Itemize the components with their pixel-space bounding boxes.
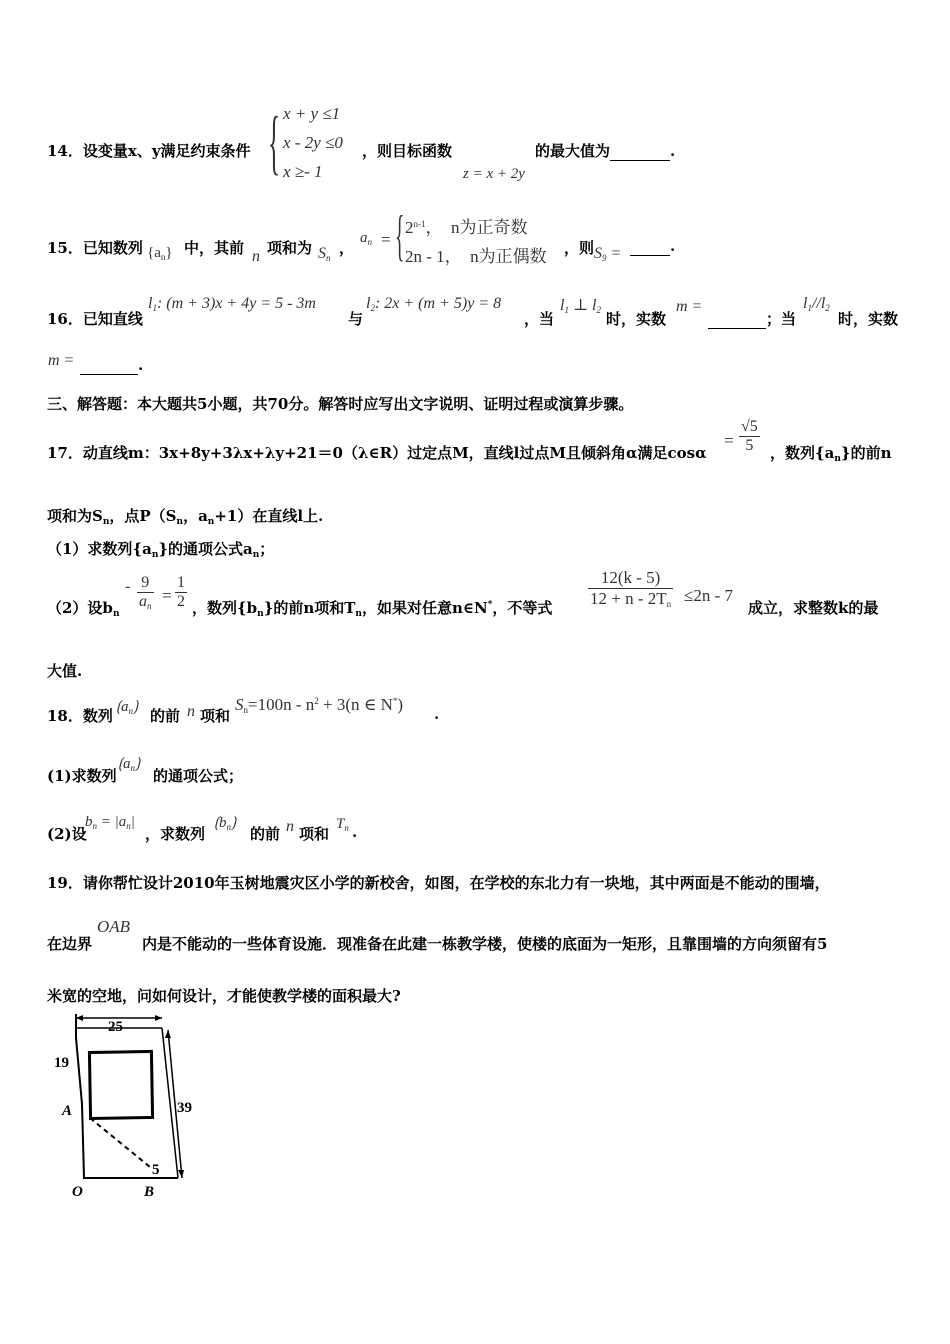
q14-label: 14．设变量x、y满足约束条件 (47, 142, 251, 160)
q16-m1: m = (676, 298, 703, 315)
q15-case-1: 2$^{n-1}$， n为正奇数 (405, 218, 528, 237)
dim-5-label: 5 (152, 1162, 160, 1178)
q18-part-1-seq: $⟮a_n⟯$ (118, 756, 140, 773)
q17-last-line: 大值. (47, 662, 83, 680)
q15-blank (630, 237, 670, 256)
q15-s9: $S_9$ = (594, 245, 622, 263)
q18-part-1: (1)求数列 (47, 767, 117, 785)
q14-constraint-3: x ≥- 1 (283, 162, 323, 181)
q18-sum-formula: $S_n=100n - n^2 + 3(n$ ∈ N*) (235, 695, 404, 715)
q15-an: $a_n$ (360, 230, 372, 247)
dim-top-label: 25 (108, 1019, 123, 1035)
q17-line-1: 17．动直线m：3x+8y+3λx+λy+21＝0（λ∈R）过定点M，直线l过点M且倾斜角α满足cosα (47, 444, 707, 462)
q15-eq: = (381, 230, 391, 249)
q14-tail-text: 的最大值为 (535, 142, 611, 160)
q19-line-2-b: 内是不能动的一些体育设施．现准备在此建一栋教学楼，使楼的底面为一矩形，且靠围墙的方向须留有5 (142, 935, 828, 953)
q14-constraint-1: x + y ≤1 (283, 104, 341, 123)
q18-bn-def: $b_n = |a_n|$ (85, 814, 135, 831)
q14-constraint-brace: { (268, 102, 281, 182)
q16-label: 16．已知直线 (47, 310, 143, 328)
dim-left-label: 19 (54, 1055, 69, 1071)
point-A: A (62, 1103, 73, 1119)
q16 (47, 308, 143, 329)
point-B: B (144, 1184, 155, 1200)
q17-eq: = (162, 586, 172, 605)
q16-t1: 时，实数 (606, 310, 667, 328)
q18-line-1: 18．数列 (47, 707, 113, 725)
q15-sequence: $\{a_n\}$ (147, 245, 173, 262)
q14-end: . (670, 142, 676, 160)
q16-t2: 时，实数 (838, 310, 899, 328)
dim-right-arrow-top (165, 1030, 171, 1038)
q15-n: n (252, 248, 260, 265)
q15-label: 15．已知数列 (47, 239, 143, 257)
q18-part-2-c: 的前 (250, 825, 281, 843)
q18-seq: $⟮a_n⟯$ (116, 699, 138, 716)
q15-case-2: 2n - 1， n为正偶数 (405, 247, 547, 266)
q18-part-2-T: $T_n$ (336, 816, 349, 833)
q15-sum: $S_n$ (318, 245, 331, 263)
dim-top-arrow-right (155, 1015, 162, 1021)
q18-line-1-b: 的前 (150, 707, 181, 725)
q16-m2: m = (48, 352, 75, 369)
q16-perp: $l_1$ ⊥ $l_2$ (560, 297, 601, 315)
q19-line-2: 在边界 (47, 935, 93, 953)
q17-line-1-end: ，数列$\{a_n\}$的前n (770, 444, 892, 464)
q16-l1: $l_1$: (m + 3)x + 4y = 5 - 3m (148, 295, 316, 313)
q15-t1: 中，其前 (184, 239, 245, 257)
q14-mid-text: ，则目标函数 (362, 142, 453, 160)
q17-part-2-b: ，数列$\{b_n\}$的前n项和$T_n$，如果对任意n∈N*，不等式 (192, 599, 553, 619)
point-O: O (72, 1184, 83, 1200)
q14-mid (362, 140, 452, 161)
q15-answer: . (630, 237, 675, 256)
q14 (47, 140, 251, 161)
q18-part-2-d: 项和 (299, 825, 330, 843)
q19-figure (50, 1012, 220, 1206)
q14-tail (535, 140, 675, 161)
q16-blank-1 (708, 310, 766, 329)
q19-line-1: 19．请你帮忙设计2010年玉树地震灾区小学的新校舍，如图，在学校的东北力有一块地，其中两面是不能动的围墙， (47, 874, 830, 892)
q18-part-2-seq: $⟮b_n⟯$ (214, 815, 236, 832)
q16-with: 与 (348, 310, 364, 328)
dim-right-arrow-bottom (178, 1170, 184, 1178)
q15-t2: 项和为 (267, 239, 313, 257)
q19-diagram (50, 1012, 220, 1202)
q16-par: $l_1//l_2$ (803, 295, 830, 313)
q15-case-brace: { (395, 205, 405, 267)
q18-part-2-b: ，求数列 (145, 825, 206, 843)
q18-n: n (187, 703, 195, 720)
q16-blank1-line: ；当 (708, 308, 796, 329)
q19-oab: OAB (97, 917, 131, 936)
q15-comma: ， (339, 239, 355, 257)
q17-fraction-1-2: $\frac{1}{2}$ (177, 574, 185, 610)
q17-part-2-end: 成立，求整数k的最 (748, 599, 879, 617)
q18-end: . (434, 705, 440, 723)
q17-line-2: 项和为$S_n$，点$P(S_n$，$a_n+1$）在直线l上. (47, 507, 324, 527)
q18-part-1-b: 的通项公式； (153, 767, 244, 785)
q16-when: ，当 (524, 310, 555, 328)
q17-fraction-9-an: $\frac{9}{a_n}$ (139, 574, 152, 611)
q17-cos-eq: = (724, 431, 734, 450)
q14-objective: z = x + 2y (463, 166, 525, 182)
q17-part-2-a: （2）设$b_n$ (47, 599, 120, 619)
q17-cos-fraction: $\frac{√5}{5}$ (741, 418, 758, 454)
q19-line-3: 米宽的空地，问如何设计，才能使教学楼的面积最大? (47, 987, 401, 1005)
q15-then: ，则 (564, 239, 595, 257)
dim-right-label: 39 (177, 1100, 192, 1116)
q17-part-1: （1）求数列$\{a_n\}$的通项公式$a_n$； (47, 540, 275, 560)
q18-line-1-c: 项和 (200, 707, 231, 725)
building-rect (89, 1051, 152, 1118)
dashed-AB (90, 1118, 150, 1167)
q14-blank (610, 142, 670, 161)
q16-blank-2 (80, 356, 138, 375)
q18-part-2-end: . (352, 823, 358, 841)
q17-minus: - (125, 578, 131, 595)
q15 (47, 237, 143, 258)
q18-part-2-n: n (286, 818, 294, 835)
dim-top-arrow-left (76, 1015, 83, 1021)
q16-l2: $l_2$: 2x + (m + 5)y = 8 (366, 295, 502, 313)
q14-constraint-2: x - 2y ≤0 (283, 133, 343, 152)
q16-blank2-line: . (80, 356, 143, 375)
q17-inequality-rhs: ≤2n - 7 (684, 586, 733, 605)
section-3-heading: 三、解答题：本大题共5小题，共70分。解答时应写出文字说明、证明过程或演算步骤。 (47, 395, 634, 413)
q18-part-2: (2)设 (47, 825, 87, 843)
q17-inequality-fraction: $\frac{12(k - 5)}{12 + n - 2T_n}$ (590, 568, 672, 609)
